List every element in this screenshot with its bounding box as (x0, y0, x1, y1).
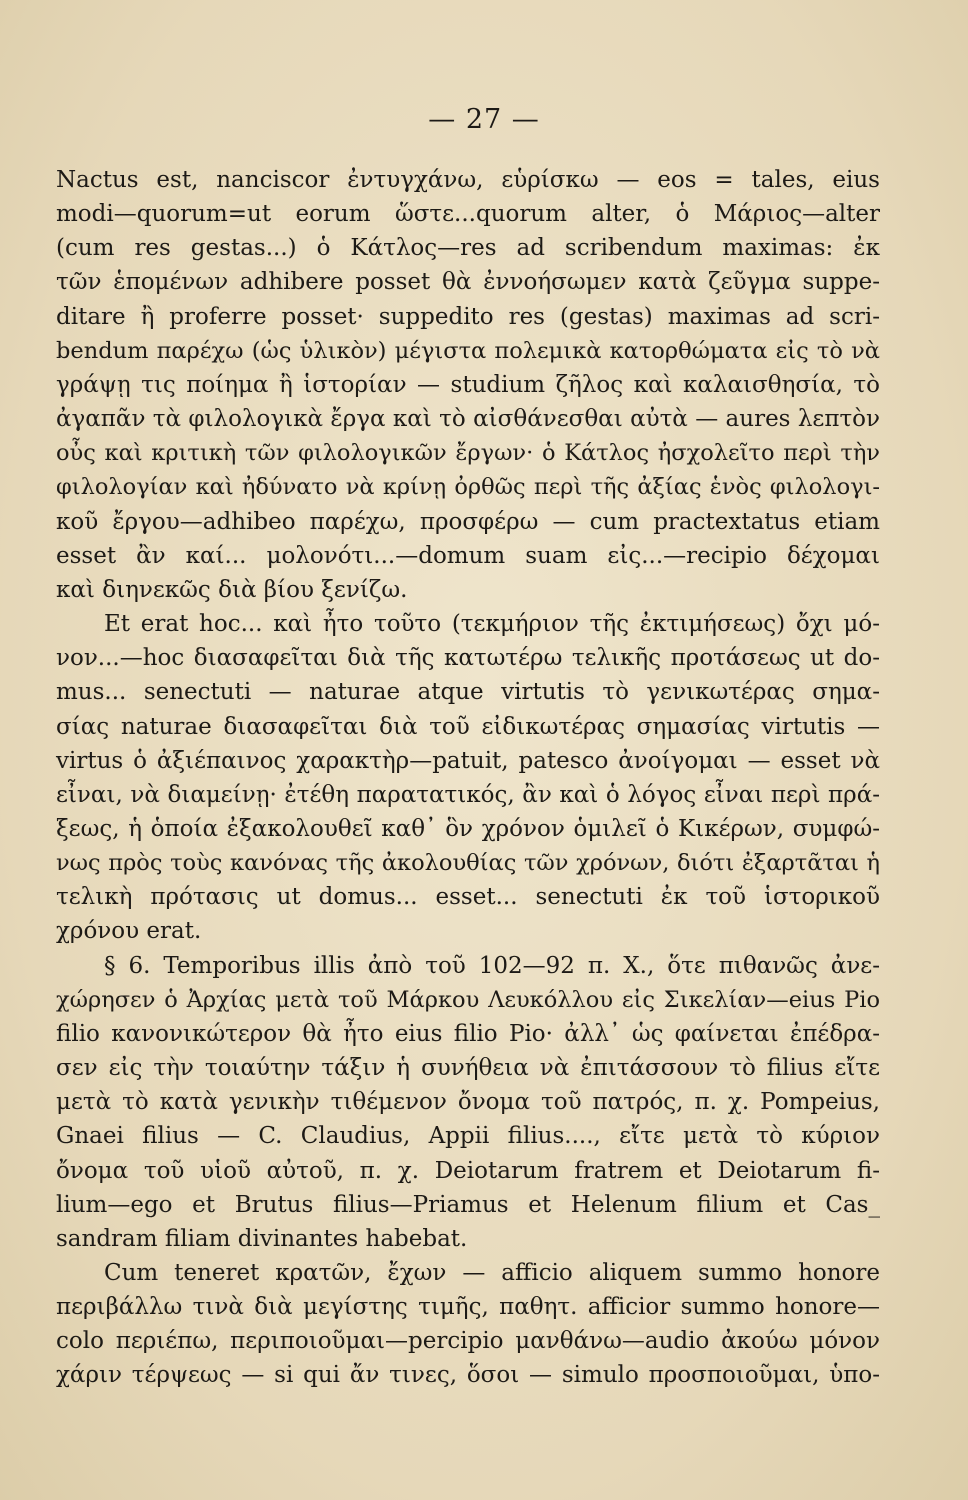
text-line: (cum res gestas...) ὁ Κάτλος—res ad scribendum maximas: ἐκ (56, 235, 880, 262)
text-line: Et erat hoc... καὶ ἦτο τοῦτο (τεκμήριον τῆς ἐκτιμήσεως) ὄχι μό- (104, 611, 880, 638)
text-line: Gnaei filius — C. Claudius, Appii filius...., εἴτε μετὰ τὸ κύριον (56, 1123, 880, 1150)
text-line: χάριν τέρψεως — si qui ἄν τινες, ὅσοι — simulo προσποιοῦμαι, ὑπο- (56, 1362, 880, 1389)
text-line: filio κανονικώτερον θὰ ἦτο eius filio Pio· ἀλλ᾽ ὡς φαίνεται ἐπέδρα- (56, 1020, 880, 1047)
text-line: Nactus est, nanciscor ἐντυγχάνω, εὑρίσκω — eos = tales, eius (56, 167, 880, 193)
text-line: § 6. Temporibus illis ἀπὸ τοῦ 102—92 π. Χ., ὅτε πιθανῶς ἀνε- (104, 952, 880, 979)
text-line: χώρησεν ὁ Ἀρχίας μετὰ τοῦ Μάρκου Λευκόλλου εἰς Σικελίαν—eius Pio (56, 986, 880, 1013)
text-line: modi—quorum=ut eorum ὥστε...quorum alter, ὁ Μάριος—alter (56, 201, 880, 228)
text-line: περιβάλλω τινὰ διὰ μεγίστης τιμῆς, παθητ. afficior summo honore— (56, 1294, 880, 1321)
text-line: ἀγαπᾶν τὰ φιλολογικὰ ἔργα καὶ τὸ αἰσθάνεσθαι αὐτὰ — aures λεπτὸν (56, 406, 880, 433)
text-line: Cum teneret κρατῶν, ἔχων — afficio aliquem summo honore (104, 1260, 880, 1286)
text-line: οὖς καὶ κριτικὴ τῶν φιλολογικῶν ἔργων· ὁ Κάτλος ἠσχολεῖτο περὶ τὴν (56, 440, 880, 467)
text-line: bendum παρέχω (ὡς ὑλικὸν) μέγιστα πολεμικὰ κατορθώματα εἰς τὸ νὰ (56, 337, 880, 364)
text-line: φιλολογίαν καὶ ἠδύνατο νὰ κρίνῃ ὀρθῶς περὶ τῆς ἀξίας ἑνὸς φιλολογι- (56, 474, 880, 501)
text-line: lium—ego et Brutus filius—Priamus et Helenum filium et Cas_ (56, 1191, 880, 1218)
text-line: ditare ἢ proferre posset· suppedito res (gestas) maximas ad scri- (56, 303, 880, 330)
text-line: σίας naturae διασαφεῖται διὰ τοῦ εἰδικωτέρας σημασίας virtutis — (56, 713, 880, 740)
text-line: καὶ διηνεκῶς διὰ βίου ξενίζω. (56, 576, 408, 603)
page-number: — 27 — (428, 104, 540, 135)
text-line: virtus ὁ ἀξιέπαινος χαρακτὴρ—patuit, patesco ἀνοίγομαι — esset νὰ (56, 747, 880, 774)
text-line: μετὰ τὸ κατὰ γενικὴν τιθέμενον ὄνομα τοῦ πατρός, π. χ. Pompeius, (56, 1089, 880, 1116)
text-line: colo περιέπω, περιποιοῦμαι—percipio μανθάνω—audio ἀκούω μόνον (56, 1328, 880, 1355)
body-text (56, 163, 880, 1393)
text-line: sandram filiam divinantes habebat. (56, 1225, 468, 1252)
text-line: esset ἂν καί... μολονότι...—domum suam εἰς...—recipio δέχομαι (56, 542, 880, 569)
text-line: ὄνομα τοῦ υἱοῦ αὐτοῦ, π. χ. Deiotarum fratrem et Deiotarum fi- (56, 1157, 880, 1184)
text-line: τελικὴ πρότασις ut domus... esset... senectuti ἐκ τοῦ ἱστορικοῦ (56, 884, 880, 911)
text-line: χρόνου erat. (56, 918, 202, 945)
text-line: γράψῃ τις ποίημα ἢ ἱστορίαν — studium ζῆλος καὶ καλαισθησία, τὸ (56, 371, 880, 398)
text-line: τῶν ἑπομένων adhibere posset θὰ ἐννοήσωμεν κατὰ ζεῦγμα suppe- (56, 269, 880, 296)
text-line: εἶναι, νὰ διαμείνῃ· ἐτέθη παρατατικός, ἂν καὶ ὁ λόγος εἶναι περὶ πρά- (56, 781, 880, 808)
text-line: νως πρὸς τοὺς κανόνας τῆς ἀκολουθίας τῶν χρόνων, διότι ἐξαρτᾶται ἡ (56, 850, 880, 877)
text-line: ξεως, ἡ ὁποία ἐξακολουθεῖ καθ᾽ ὃν χρόνον ὁμιλεῖ ὁ Κικέρων, συμφώ- (56, 815, 880, 842)
text-line: κοῦ ἔργου—adhibeo παρέχω, προσφέρω — cum practextatus etiam (56, 508, 880, 535)
text-line: mus... senectuti — naturae atque virtutis τὸ γενικωτέρας σημα- (56, 679, 880, 706)
text-line: νον...—hoc διασαφεῖται διὰ τῆς κατωτέρω τελικῆς προτάσεως ut do- (56, 645, 880, 672)
text-line: σεν εἰς τὴν τοιαύτην τάξιν ἡ συνήθεια νὰ ἐπιτάσσουν τὸ filius εἴτε (56, 1055, 880, 1082)
